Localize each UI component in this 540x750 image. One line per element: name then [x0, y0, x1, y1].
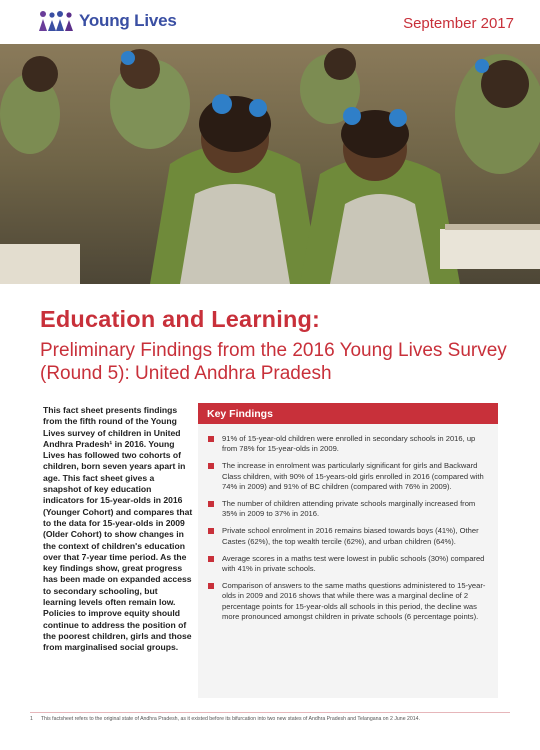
footnote-divider [30, 712, 510, 713]
footnote-text: This factsheet refers to the original state of Andhra Pradesh, as it existed before its bifurcation into two new states of Andhra Pradesh and Telangana on 2 June 2014. [40, 716, 421, 722]
list-item [208, 554, 488, 574]
finding-text: Private school enrolment in 2016 remains biased towards boys (41%), Other Castes (62%), the top wealth tercile (62%), and urban children (64%). [222, 526, 479, 546]
square-bullet-icon [208, 436, 214, 442]
page-title: Education and Learning: [40, 306, 321, 332]
page-header [0, 0, 540, 44]
young-lives-logo [38, 10, 177, 32]
square-bullet-icon [208, 556, 214, 562]
photo-girls-reading-icon [0, 44, 540, 284]
square-bullet-icon [208, 528, 214, 534]
square-bullet-icon [208, 583, 214, 589]
square-bullet-icon [208, 463, 214, 469]
key-findings-list [198, 424, 498, 622]
key-findings-heading: Key Findings [198, 403, 498, 424]
list-item [208, 581, 488, 622]
square-bullet-icon [208, 501, 214, 507]
list-item [208, 526, 488, 546]
publication-date: September 2017 [403, 15, 514, 32]
finding-text: 91% of 15-year-old children were enrolled in secondary schools in 2016, up from 78% for 15-year-olds in 2009. [222, 434, 476, 454]
list-item [208, 434, 488, 454]
list-item [208, 499, 488, 519]
footnote-number: 1 [30, 716, 33, 722]
key-findings-panel [198, 403, 498, 698]
header-photo [0, 44, 540, 284]
finding-text: The number of children attending private schools marginally increased from 35% in 2009 to 37% in 2016. [222, 499, 476, 519]
people-logo-icon [38, 10, 74, 32]
list-item [208, 461, 488, 492]
finding-text: The increase in enrolment was particularly significant for girls and Backward Class children, with 90% of 15-years-old girls enrolled in 2016 (compared with 74% in 2009) and 91% of BC children (compared with 76% in 2009). [222, 461, 484, 491]
intro-paragraph: This fact sheet presents findings from the fifth round of the Young Lives survey of children in United Andhra Pradesh¹ in 2016. Young Lives has followed two cohorts of children, born seven years apart in age. This fact sheet gives a snapshot of key education indicators for 15-year-olds in 2016 (Younger Cohort) and compares that to the data for 15-year-olds in 2009 (Older Cohort) to show changes in the context of children's education over that 7-year time period. As the key findings show, great progress has been made on expanded access to secondary schooling, but learning levels often remain low. Policies to improve equity should continue to address the position of the poorest children, girls and those from marginalised social groups. [43, 405, 193, 653]
logo-text: Young Lives [79, 11, 177, 30]
finding-text: Comparison of answers to the same maths questions administered to 15-year-olds in 2009 and 2016 shows that while there was a marginal decline of 2 percentage points for 15-year-olds all schools in this period, the decline was more pronounced amongst children in private schools (6 percentage points). [222, 581, 486, 621]
footnote [30, 716, 420, 722]
page-subtitle: Preliminary Findings from the 2016 Young Lives Survey (Round 5): United Andhra Pradesh [40, 340, 507, 384]
finding-text: Average scores in a maths test were lowest in public schools (30%) compared with 41% in private schools. [222, 553, 485, 574]
